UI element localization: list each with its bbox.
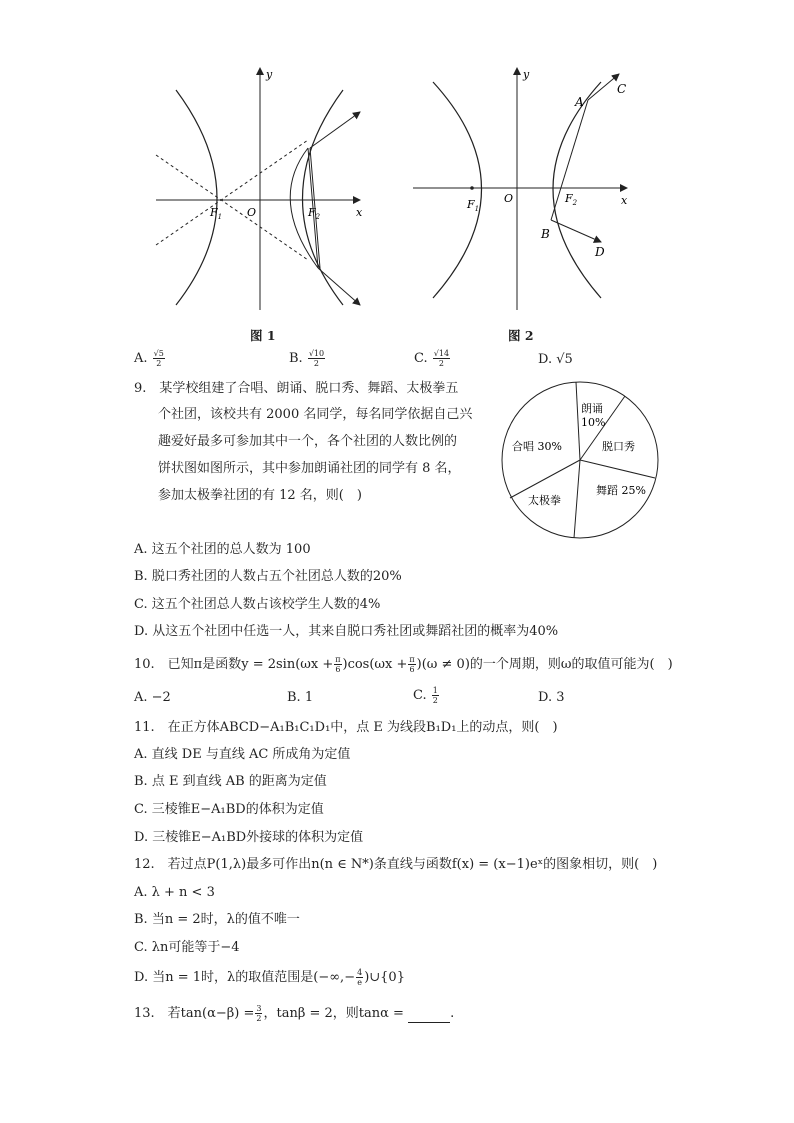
pie-label-chorus: 合唱 30% xyxy=(512,440,562,453)
fig1-f1-label: $F_1$ xyxy=(210,206,223,221)
q10-option-a: A. −2 xyxy=(134,690,171,705)
q10-option-d: D. 3 xyxy=(538,690,565,705)
fig2-x-label: x xyxy=(621,194,628,207)
fig2-f2-label: $F_2$ xyxy=(565,192,578,207)
q12-option-d: D. 当n = 1时，λ的取值范围是(−∞,− $\frac{4}{e}$ )∪{0} xyxy=(134,968,405,987)
fig2-f1-label: $F_1$ xyxy=(467,198,480,213)
fig2-c-label: C xyxy=(617,82,627,96)
fig2-caption: 图 2 xyxy=(508,328,534,343)
q13-answer-blank[interactable] xyxy=(408,1010,450,1023)
q8-option-b: B. $\frac{√10}{2}$ xyxy=(289,349,325,368)
q9-option-c: C. 这五个社团总人数占该校学生人数的4% xyxy=(134,597,381,612)
fig2-y-label: y xyxy=(523,68,530,81)
f1-point xyxy=(470,186,474,190)
q9-line-5: 参加太极拳社团的有 12 名，则( ) xyxy=(158,488,362,503)
hyperbola-left-branch xyxy=(433,82,482,298)
q11-stem: 11. 在正方体ABCD−A₁B₁C₁D₁中，点 E 为线段B₁D₁上的动点，则( ) xyxy=(134,720,558,735)
fig1-f2-label: $F_2$ xyxy=(308,206,321,221)
q9-option-a: A. 这五个社团的总人数为 100 xyxy=(134,542,311,557)
pie-label-taichi: 太极拳 xyxy=(528,494,561,507)
fig1-x-label: x xyxy=(356,206,363,219)
fig2-b-label: B xyxy=(541,227,550,241)
q11-option-b: B. 点 E 到直线 AB 的距离为定值 xyxy=(134,774,327,789)
q13-stem: 13. 若tan(α−β) = $\frac{3}{2}$ ，tanβ = 2，则tanα = . xyxy=(134,1004,455,1023)
q11-option-c: C. 三棱锥E−A₁BD的体积为定值 xyxy=(134,802,324,817)
q8-option-a: A. $\frac{√5}{2}$ xyxy=(134,349,164,368)
q9-line-2: 个社团，该校共有 2000 名同学，每名同学依据自己兴 xyxy=(158,407,473,422)
fig2-origin-label: O xyxy=(504,192,514,205)
q9-line-4: 饼状图如图所示，其中参加朗诵社团的同学有 8 名， xyxy=(158,461,461,476)
q11-option-a: A. 直线 DE 与直线 AC 所成角为定值 xyxy=(134,747,351,762)
ray-to-d xyxy=(551,220,601,242)
fig2-d-label: D xyxy=(595,245,605,259)
q11-option-d: D. 三棱锥E−A₁BD外接球的体积为定值 xyxy=(134,830,364,845)
hyperbola-left-branch xyxy=(176,90,217,305)
figure-2 xyxy=(405,60,635,320)
q12-option-a: A. λ + n < 3 xyxy=(134,885,215,900)
q12-stem: 12. 若过点P(1,λ)最多可作出n(n ∈ N*)条直线与函数f(x) = (x−1)eˣ的图象相切，则( ) xyxy=(134,857,658,872)
pie-label-recite-name: 朗诵 xyxy=(581,402,603,415)
pie-label-talk: 脱口秀 xyxy=(602,440,635,453)
q10-option-b: B. 1 xyxy=(287,690,314,705)
q9-line-1: 9. 某学校组建了合唱、朗诵、脱口秀、舞蹈、太极拳五 xyxy=(134,381,459,396)
q10-stem: 10. 已知π是函数y = 2sin(ωx + $\frac{\pi}{6}$ )cos(ωx + $\frac{\pi}{6}$ )(ω ≠ 0)的一个周期，则ω的取值可能为( ) xyxy=(134,655,673,674)
pie-label-recite-pct: 10% xyxy=(581,416,606,429)
q10-option-c: C. $\frac{1}{2}$ xyxy=(413,686,438,705)
q12-option-c: C. λn可能等于−4 xyxy=(134,940,240,955)
fig1-origin-label: O xyxy=(247,206,257,219)
figure-1 xyxy=(148,60,378,320)
q8-option-d: D. √5 xyxy=(538,352,573,367)
q9-option-d: D. 从这五个社团中任选一人，其来自脱口秀社团或舞蹈社团的概率为40% xyxy=(134,624,559,639)
q9-option-b: B. 脱口秀社团的人数占五个社团总人数的20% xyxy=(134,569,402,584)
fig2-a-label: A xyxy=(575,95,584,109)
dotted-line-lower xyxy=(156,140,308,245)
fig1-caption: 图 1 xyxy=(250,328,276,343)
ray-to-c xyxy=(588,74,619,100)
pie-label-dance: 舞蹈 25% xyxy=(596,484,646,497)
q9-pie-chart xyxy=(498,378,662,542)
q12-option-b: B. 当n = 2时，λ的值不唯一 xyxy=(134,912,300,927)
q9-line-3: 趣爱好最多可参加其中一个，各个社团的人数比例的 xyxy=(158,434,458,449)
dotted-line-upper xyxy=(156,155,308,260)
q8-option-c: C. $\frac{√14}{2}$ xyxy=(414,349,450,368)
ray-upper-out xyxy=(310,112,360,148)
fig1-y-label: y xyxy=(266,68,273,81)
